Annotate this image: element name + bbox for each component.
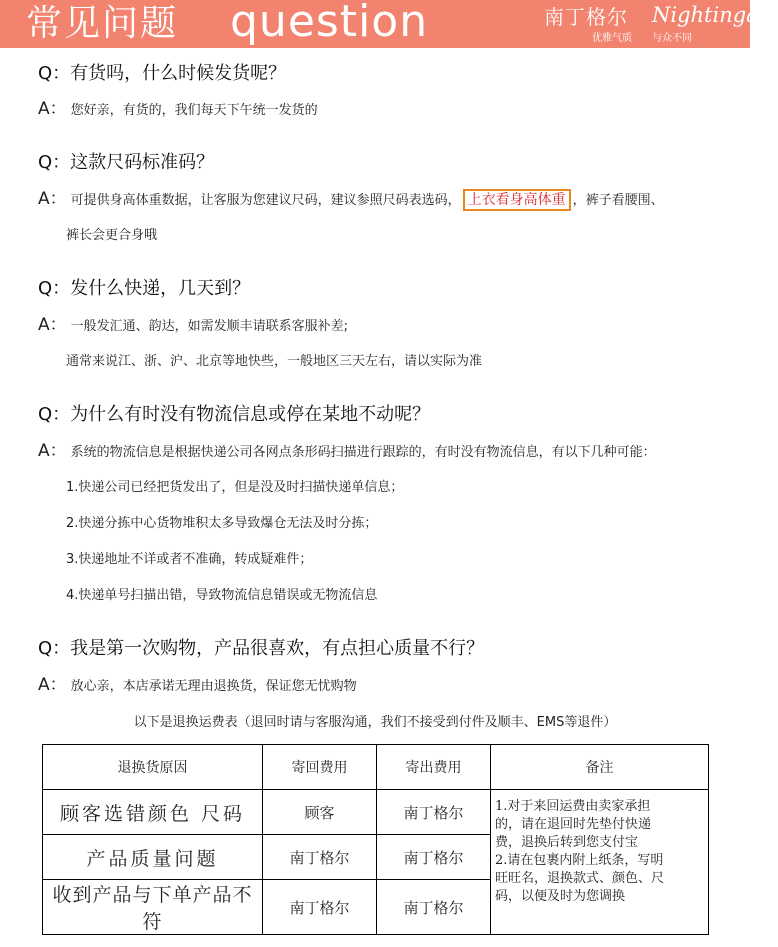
header-ship-fee: 寄出费用 [377,745,491,790]
note-line: 码，以便及时为您调换 [495,889,626,904]
faq-answer-4-item-2: 2.快递分拣中心货物堆积太多导致爆仓无法及时分拣； [66,516,378,531]
table-header-row [43,745,709,790]
header-banner [0,0,778,48]
faq-question-1: Q：有货吗，什么时候发货呢？ [38,63,287,84]
answer-text: 系统的物流信息是根据快递公司各网点条形码扫描进行跟踪的，有时没有物流信息，有以下几种可能： [70,445,656,460]
note-line: 1.对于来回运费由卖家承担 [495,799,651,814]
faq-question-3: Q：发什么快递，几天到？ [38,278,251,299]
answer-text: 您好亲，有货的，我们每天下午统一发货的 [70,103,318,118]
header-reason: 退换货原因 [43,745,263,790]
ship-fee-cell: 南丁格尔 [377,835,491,880]
answer-text: 一般发汇通、韵达，如需发顺丰请联系客服补差; [70,319,349,334]
answer-mark: A： [38,675,67,695]
return-fee-cell: 南丁格尔 [263,835,377,880]
return-fee-table [42,744,709,935]
header-note: 备注 [491,745,709,790]
fee-table-caption: 以下是退换运费表（退回时请与客服沟通，我们不接受到付件及顺丰、EMS等退件） [133,715,617,730]
note-line: 的，请在退回时先垫付快递 [495,817,652,832]
answer-mark: A： [38,315,67,335]
answer-text: 放心亲，本店承诺无理由退换货，保证您无忧购物 [70,679,357,694]
ship-fee-cell: 南丁格尔 [377,790,491,835]
return-fee-cell: 南丁格尔 [263,880,377,935]
return-fee-cell: 顾客 [263,790,377,835]
page-title: 常见问题 [26,3,179,44]
answer-mark: A： [38,441,67,461]
ship-fee-cell: 南丁格尔 [377,880,491,935]
brand-slogan-left: 优雅气质 [592,33,632,44]
reason-cell: 产品质量问题 [43,835,263,880]
faq-answer-4-item-4: 4.快递单号扫描出错，导致物流信息错误或无物流信息 [66,588,378,603]
brand-logo-text: Nightingale [652,3,778,27]
faq-question-5: Q：我是第一次购物，产品很喜欢，有点担心质量不行？ [38,638,485,659]
faq-answer-1 [38,98,318,122]
header-return-fee: 寄回费用 [263,745,377,790]
note-line: 费，退换后转到您支付宝 [495,835,639,850]
faq-question-2: Q：这款尺码标准码？ [38,152,215,173]
brand-slogan-right: 与众不同 [652,33,692,44]
page-title-en: question [230,0,429,47]
answer-mark: A： [38,99,67,119]
note-line: 2.请在包裹内附上纸条，写明 [495,853,664,868]
note-line: 旺旺名，退换款式、颜色、尺 [495,871,665,886]
faq-answer-3-line2: 通常来说江、浙、沪、北京等地快些，一般地区三天左右，请以实际为准 [66,354,483,369]
faq-answer-2-line2: 裤长会更合身哦 [66,228,158,243]
faq-answer-4-item-3: 3.快递地址不详或者不准确，转成疑难件； [66,552,313,567]
brand-name: 南丁格尔 [544,5,628,29]
faq-answer-3 [38,314,348,338]
faq-answer-2 [38,188,664,212]
answer-text: 可提供身高体重数据，让客服为您建议尺码，建议参照尺码表选码， [70,193,461,208]
reason-cell: 顾客选错颜色 尺码 [43,790,263,835]
highlight-size-tip: 上衣看身高体重 [463,189,571,211]
note-cell [491,790,709,935]
table-row [43,790,709,835]
faq-answer-4 [38,440,656,464]
answer-mark: A： [38,189,67,209]
faq-answer-4-item-1: 1.快递公司已经把货发出了，但是没及时扫描快递单信息； [66,480,404,495]
faq-question-4: Q：为什么有时没有物流信息或停在某地不动呢？ [38,404,431,425]
reason-cell: 收到产品与下单产品不符 [43,880,263,935]
answer-text-cont: ，裤子看腰围、 [572,193,664,208]
faq-answer-5 [38,674,357,698]
